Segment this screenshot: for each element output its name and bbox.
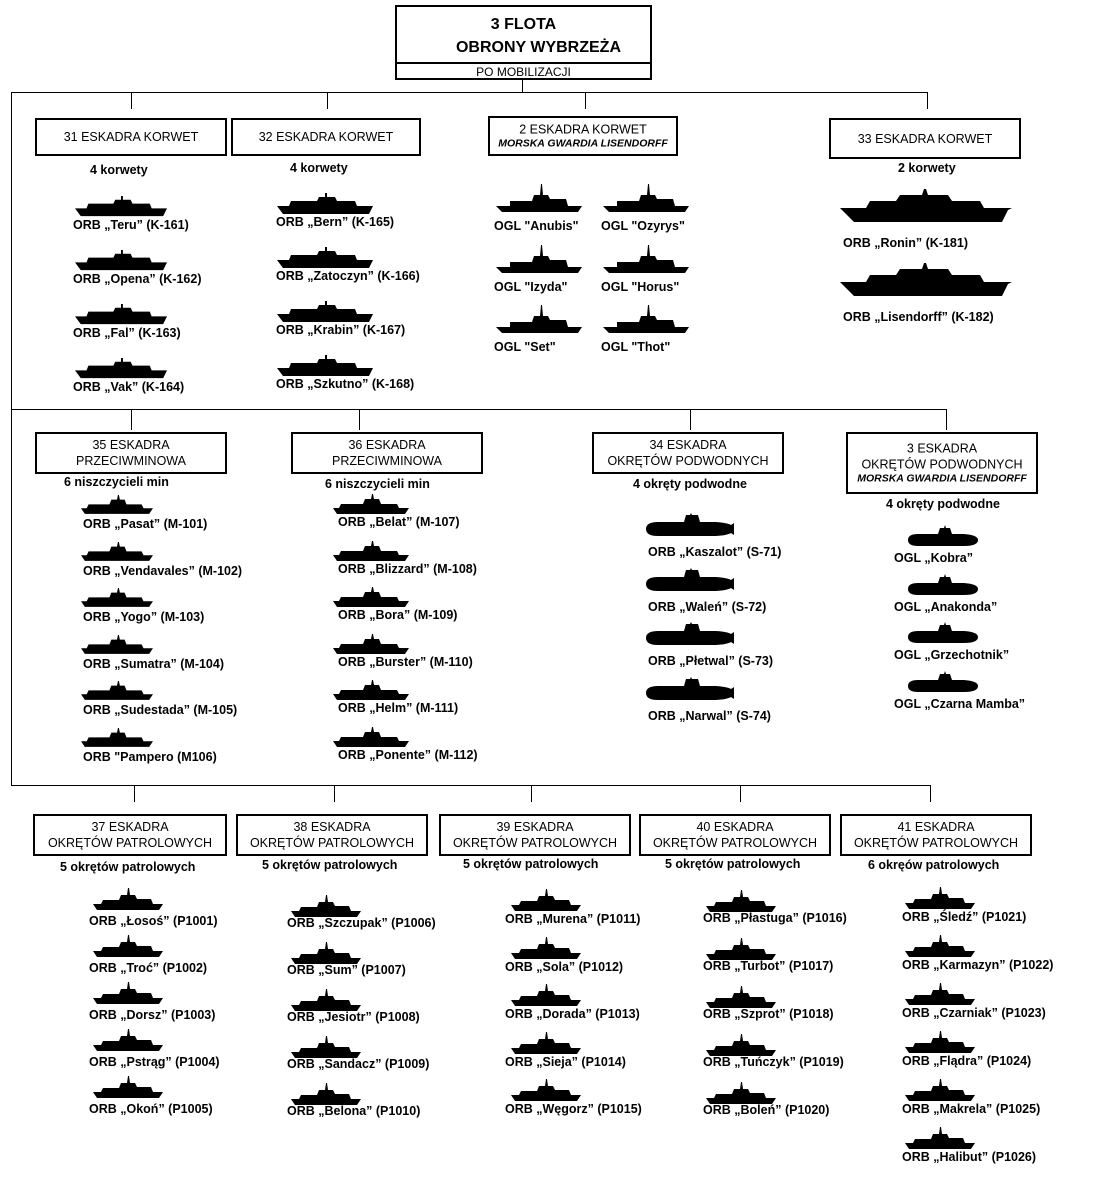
- unit-title: 3 ESKADRA: [906, 441, 978, 456]
- ship-name-label: ORB „Sudestada” (M-105): [83, 703, 238, 717]
- ship-silhouette-icon: [496, 303, 582, 340]
- ship-name-label: ORB „Krabin” (K-167): [276, 323, 406, 337]
- unit-guard-note: MORSKA GWARDIA LISENDORFF: [498, 137, 668, 150]
- connector-line: [740, 785, 741, 802]
- connector-line: [930, 785, 931, 802]
- unit-box-u40: [639, 814, 831, 856]
- unit-title: 33 ESKADRA KORWET: [857, 131, 993, 146]
- ship-name-label: ORB „Płetwal” (S-73): [648, 654, 774, 668]
- unit-subtitle: PRZECIWMINOWA: [76, 454, 186, 468]
- ship-name-label: ORB „Vak” (K-164): [73, 380, 185, 394]
- unit-subtitle: PRZECIWMINOWA: [332, 454, 442, 468]
- ship-silhouette-icon: [81, 587, 153, 613]
- connector-line: [531, 785, 532, 802]
- ship-name-label: OGL „Czarna Mamba”: [894, 696, 1026, 711]
- ship-name-label: ORB „Łosoś” (P1001): [89, 914, 218, 928]
- unit-box-u2: [488, 116, 678, 156]
- ship-name-label: ORB „Śledź” (P1021): [902, 910, 1027, 924]
- ship-name-label: ORB "Pampero (M106): [83, 749, 217, 764]
- ship-name-label: ORB „Płastuga” (P1016): [703, 911, 847, 925]
- ship-name-label: ORB „Blizzard” (M-108): [338, 561, 477, 576]
- ship-silhouette-icon: [908, 525, 978, 554]
- connector-line: [327, 92, 328, 109]
- unit-subtitle: OKRĘTÓW PATROLOWYCH: [452, 836, 618, 850]
- ship-name-label: ORB „Dorada” (P1013): [505, 1007, 640, 1021]
- ship-silhouette-icon: [81, 634, 153, 660]
- ship-name-label: ORB „Sieja” (P1014): [505, 1054, 626, 1069]
- unit-ship-count: 6 niszczycieli min: [64, 475, 169, 489]
- unit-title: 35 ESKADRA: [92, 438, 170, 452]
- ship-name-label: ORB „Flądra” (P1024): [902, 1054, 1032, 1068]
- ship-name-label: ORB „Makrela” (P1025): [902, 1102, 1041, 1116]
- unit-subtitle: OKRĘTÓW PATROLOWYCH: [47, 836, 213, 850]
- ship-name-label: ORB „Ponente” (M-112): [338, 747, 478, 762]
- ship-name-label: ORB „Halibut” (P1026): [902, 1150, 1037, 1164]
- ship-name-label: ORB „Pasat” (M-101): [83, 517, 208, 531]
- unit-box-u31: [35, 118, 227, 156]
- ship-name-label: ORB „Jesiotr” (P1008): [287, 1010, 420, 1024]
- connector-line: [11, 409, 947, 410]
- ship-silhouette-icon: [603, 243, 689, 280]
- unit-ship-count: 4 okręty podwodne: [886, 497, 1000, 511]
- ship-name-label: ORB „Sandacz” (P1009): [287, 1057, 430, 1071]
- ship-name-label: ORB „Sumatra” (M-104): [83, 656, 224, 671]
- ship-name-label: ORB „Lisendorff” (K-182): [843, 310, 994, 324]
- ship-silhouette-icon: [840, 262, 1012, 303]
- ship-name-label: OGL „Anakonda”: [894, 599, 998, 614]
- unit-ship-count: 4 korwety: [290, 161, 348, 175]
- unit-box-u37: [33, 814, 227, 856]
- ship-name-label: ORB „Opena” (K-162): [73, 272, 202, 286]
- unit-box-u35: [35, 432, 227, 474]
- ship-name-label: OGL "Anubis": [494, 219, 579, 233]
- ship-name-label: ORB „Helm” (M-111): [338, 701, 459, 715]
- unit-subtitle: OKRĘTÓW PODWODNYCH: [607, 454, 769, 468]
- fleet-title-line2: OBRONY WYBRZEŻA: [455, 39, 622, 56]
- unit-box-u32: [231, 118, 421, 156]
- ship-silhouette-icon: [646, 622, 734, 653]
- ship-silhouette-icon: [646, 677, 734, 708]
- ship-silhouette-icon: [93, 981, 163, 1010]
- ship-name-label: ORB „Węgorz” (P1015): [505, 1102, 642, 1116]
- ship-name-label: ORB „Okoń” (P1005): [89, 1102, 213, 1116]
- ship-name-label: OGL "Horus": [601, 280, 680, 294]
- ship-silhouette-icon: [496, 243, 582, 280]
- ship-name-label: ORB „Bora” (M-109): [338, 608, 458, 622]
- connector-line: [359, 409, 360, 430]
- unit-box-u33: [829, 118, 1021, 159]
- ship-silhouette-icon: [496, 182, 582, 219]
- ship-name-label: ORB „Dorsz” (P1003): [89, 1008, 216, 1022]
- connector-line: [690, 409, 691, 430]
- ship-name-label: ORB „Vendavales” (M-102): [83, 563, 243, 578]
- unit-title: 2 ESKADRA KORWET: [519, 122, 647, 137]
- connector-line: [131, 92, 132, 109]
- ship-silhouette-icon: [93, 1075, 163, 1104]
- ship-name-label: ORB „Boleń” (P1020): [703, 1103, 830, 1117]
- ship-silhouette-icon: [840, 188, 1012, 229]
- ship-silhouette-icon: [81, 727, 153, 753]
- ship-name-label: ORB „Belona” (P1010): [287, 1104, 421, 1118]
- unit-subtitle: OKRĘTÓW PATROLOWYCH: [652, 836, 818, 850]
- ship-name-label: ORB „Waleń” (S-72): [648, 599, 767, 614]
- unit-title: 34 ESKADRA: [649, 438, 727, 452]
- unit-ship-count: 4 korwety: [90, 163, 148, 177]
- connector-line: [11, 92, 928, 93]
- unit-subtitle: OKRĘTÓW PATROLOWYCH: [249, 836, 415, 850]
- ship-silhouette-icon: [908, 574, 978, 603]
- connector-line: [11, 785, 931, 786]
- unit-box-u41: [840, 814, 1032, 856]
- ship-name-label: ORB „Yogo” (M-103): [83, 610, 205, 624]
- ship-name-label: ORB „Teru” (K-161): [73, 218, 189, 232]
- fleet-subtitle: PO MOBILIZACJI: [397, 62, 650, 82]
- ship-silhouette-icon: [603, 182, 689, 219]
- ship-silhouette-icon: [603, 303, 689, 340]
- connector-line: [946, 409, 947, 430]
- connector-line: [134, 785, 135, 802]
- unit-title: 31 ESKADRA KORWET: [63, 130, 199, 144]
- ship-name-label: OGL "Izyda": [494, 280, 568, 294]
- unit-ship-count: 4 okręty podwodne: [633, 477, 747, 491]
- ship-silhouette-icon: [81, 680, 153, 706]
- unit-title: 38 ESKADRA: [293, 820, 371, 834]
- unit-title: 41 ESKADRA: [897, 820, 975, 834]
- ship-silhouette-icon: [908, 671, 978, 700]
- fleet-header-box: [395, 5, 652, 80]
- connector-line: [585, 92, 586, 109]
- unit-ship-count: 2 korwety: [898, 161, 956, 175]
- ship-name-label: ORB „Tuńczyk” (P1019): [703, 1055, 844, 1069]
- ship-name-label: OGL "Set": [494, 340, 556, 354]
- unit-guard-note: MORSKA GWARDIA LISENDORFF: [857, 472, 1027, 485]
- ship-name-label: ORB „Karmazyn” (P1022): [902, 958, 1054, 972]
- ship-name-label: ORB „Belat” (M-107): [338, 515, 460, 529]
- unit-box-u34: [592, 432, 784, 474]
- ship-silhouette-icon: [646, 513, 734, 544]
- unit-box-u3: [846, 432, 1038, 494]
- ship-silhouette-icon: [93, 887, 163, 916]
- ship-name-label: OGL „Kobra”: [894, 551, 973, 565]
- connector-line: [927, 92, 928, 109]
- ship-name-label: OGL "Thot": [601, 340, 671, 354]
- unit-ship-count: 5 okrętów patrolowych: [60, 860, 196, 874]
- ship-silhouette-icon: [93, 1028, 163, 1057]
- unit-ship-count: 6 okręów patrolowych: [868, 858, 1000, 872]
- ship-name-label: ORB „Narwal” (S-74): [648, 708, 771, 723]
- ship-name-label: ORB „Sum” (P1007): [287, 963, 406, 977]
- unit-box-u38: [236, 814, 428, 856]
- ship-name-label: ORB „Szprot” (P1018): [703, 1007, 834, 1021]
- ship-name-label: ORB „Murena” (P1011): [505, 912, 641, 926]
- ship-name-label: ORB „Szczupak” (P1006): [287, 916, 436, 930]
- ship-name-label: ORB „Pstrąg” (P1004): [89, 1055, 220, 1069]
- ship-silhouette-icon: [93, 934, 163, 963]
- unit-title: 32 ESKADRA KORWET: [258, 130, 394, 144]
- unit-box-u39: [439, 814, 631, 856]
- unit-title: 37 ESKADRA: [91, 820, 169, 834]
- ship-silhouette-icon: [81, 494, 153, 520]
- ship-silhouette-icon: [81, 541, 153, 567]
- ship-silhouette-icon: [908, 622, 978, 651]
- ship-name-label: ORB „Burster” (M-110): [338, 654, 473, 669]
- ship-name-label: ORB „Kaszalot” (S-71): [648, 545, 782, 559]
- ship-silhouette-icon: [646, 568, 734, 599]
- ship-name-label: ORB „Troć” (P1002): [89, 961, 208, 975]
- unit-ship-count: 5 okrętów patrolowych: [665, 857, 801, 871]
- ship-name-label: OGL „Grzechotnik”: [894, 648, 1010, 662]
- unit-title: 40 ESKADRA: [696, 820, 774, 834]
- unit-subtitle: OKRĘTÓW PATROLOWYCH: [853, 836, 1019, 850]
- unit-box-u36: [291, 432, 483, 474]
- unit-subtitle: OKRĘTÓW PODWODNYCH: [861, 457, 1023, 472]
- ship-name-label: ORB „Zatoczyn” (K-166): [276, 269, 420, 283]
- connector-line: [11, 92, 12, 785]
- unit-ship-count: 5 okrętów patrolowych: [463, 857, 599, 871]
- unit-ship-count: 5 okrętów patrolowych: [262, 858, 398, 872]
- connector-line: [334, 785, 335, 802]
- fleet-title-line1: 3 FLOTA: [490, 16, 557, 33]
- ship-name-label: ORB „Czarniak” (P1023): [902, 1006, 1046, 1020]
- ship-name-label: ORB „Ronin” (K-181): [843, 236, 968, 250]
- ship-name-label: ORB „Szkutno” (K-168): [276, 377, 415, 391]
- connector-line: [131, 409, 132, 430]
- unit-title: 39 ESKADRA: [496, 820, 574, 834]
- ship-name-label: ORB „Bern” (K-165): [276, 215, 395, 229]
- ship-name-label: ORB „Turbot” (P1017): [703, 959, 834, 973]
- ship-name-label: OGL "Ozyrys": [601, 219, 685, 233]
- connector-line: [522, 80, 523, 92]
- ship-name-label: ORB „Sola” (P1012): [505, 959, 624, 974]
- unit-title: 36 ESKADRA: [348, 438, 426, 452]
- unit-ship-count: 6 niszczycieli min: [325, 477, 430, 491]
- ship-name-label: ORB „Fal” (K-163): [73, 326, 181, 340]
